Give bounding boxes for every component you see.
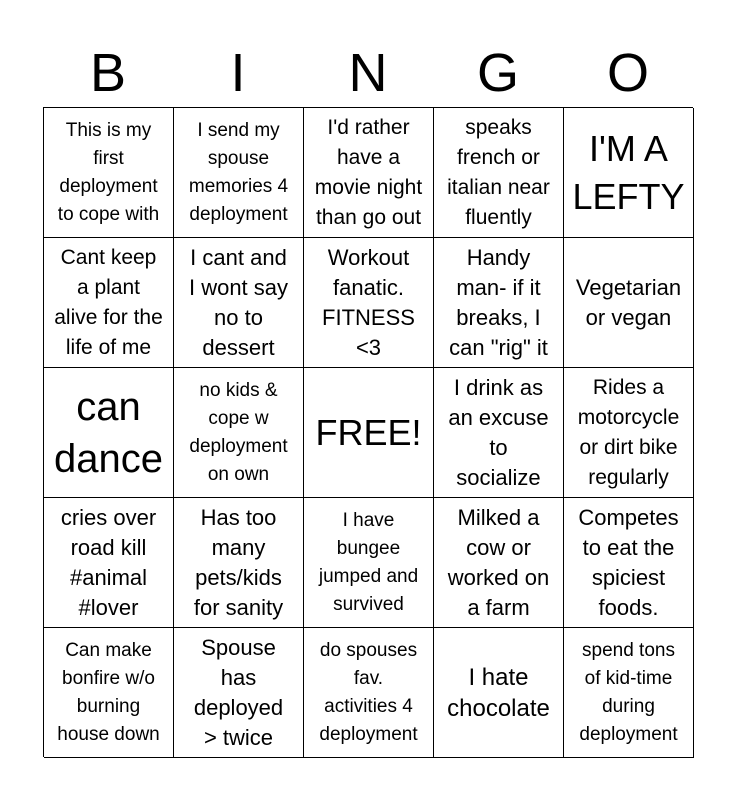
bingo-cell[interactable] — [174, 368, 304, 498]
bingo-cell[interactable] — [304, 498, 434, 628]
bingo-header — [43, 40, 693, 106]
bingo-cell[interactable] — [564, 368, 694, 498]
cell-text: speaks french or italian near fluently — [447, 115, 550, 229]
bingo-cell[interactable] — [174, 498, 304, 628]
bingo-cell[interactable] — [434, 628, 564, 758]
bingo-cell[interactable] — [174, 238, 304, 368]
header-letter-o: O — [606, 43, 649, 103]
bingo-cell[interactable] — [174, 628, 304, 758]
bingo-cell[interactable] — [564, 498, 694, 628]
header-letter-n: N — [348, 43, 388, 103]
cell-text: Rides a motorcycle or dirt bike regularly — [577, 375, 680, 489]
bingo-cell[interactable] — [304, 108, 434, 238]
header-letter-g: G — [476, 43, 519, 103]
cell-text: I'M A LEFTY — [572, 127, 685, 217]
cell-text: I send my spouse memories 4 deployment — [188, 119, 289, 225]
cell-text: Handy man- if it breaks, I can "rig" it — [449, 244, 548, 360]
free-space-text: FREE! — [315, 411, 422, 453]
bingo-board — [43, 107, 693, 757]
cell-text: cries over road kill #animal #lover — [60, 504, 157, 620]
cell-text: Workout fanatic. FITNESS <3 — [322, 244, 415, 360]
cell-text: I cant and I wont say no to dessert — [188, 244, 289, 360]
cell-text: Has too many pets/kids for sanity — [193, 504, 284, 620]
bingo-cell[interactable] — [564, 628, 694, 758]
cell-text: Can make bonfire w/o burning house down — [57, 639, 160, 745]
cell-text: I hate chocolate — [447, 663, 550, 722]
bingo-cell[interactable] — [434, 238, 564, 368]
cell-text: can dance — [54, 384, 163, 481]
bingo-cell[interactable] — [44, 368, 174, 498]
header-letter-b: B — [89, 43, 127, 103]
header-letter-i: I — [230, 43, 246, 103]
bingo-cell[interactable] — [564, 108, 694, 238]
cell-text: Vegetarian or vegan — [575, 274, 682, 330]
cell-text: Competes to eat the spiciest foods. — [578, 504, 679, 620]
cell-text: Milked a cow or worked on a farm — [447, 504, 550, 620]
bingo-cell[interactable] — [434, 108, 564, 238]
cell-text: I drink as an excuse to socialize — [448, 374, 549, 490]
bingo-cell[interactable] — [44, 628, 174, 758]
cell-text: Cant keep a plant alive for the life of me — [54, 245, 163, 359]
bingo-cell[interactable] — [44, 238, 174, 368]
bingo-cell[interactable] — [564, 238, 694, 368]
bingo-cell[interactable] — [304, 238, 434, 368]
bingo-cell[interactable] — [174, 108, 304, 238]
bingo-cell[interactable] — [434, 368, 564, 498]
cell-text: I have bungee jumped and survived — [318, 509, 419, 615]
cell-text: This is my first deployment to cope with — [57, 119, 160, 225]
cell-text: no kids & cope w deployment on own — [189, 379, 288, 485]
cell-text: spend tons of kid-time during deployment — [579, 639, 678, 745]
cell-text: do spouses fav. activities 4 deployment — [319, 639, 418, 745]
bingo-cell[interactable] — [304, 628, 434, 758]
free-space-cell[interactable] — [304, 368, 434, 498]
bingo-cell[interactable] — [44, 498, 174, 628]
cell-text: Spouse has deployed > twice — [193, 634, 284, 750]
bingo-cell[interactable] — [44, 108, 174, 238]
bingo-cell[interactable] — [434, 498, 564, 628]
cell-text: I'd rather have a movie night than go out — [314, 115, 423, 229]
